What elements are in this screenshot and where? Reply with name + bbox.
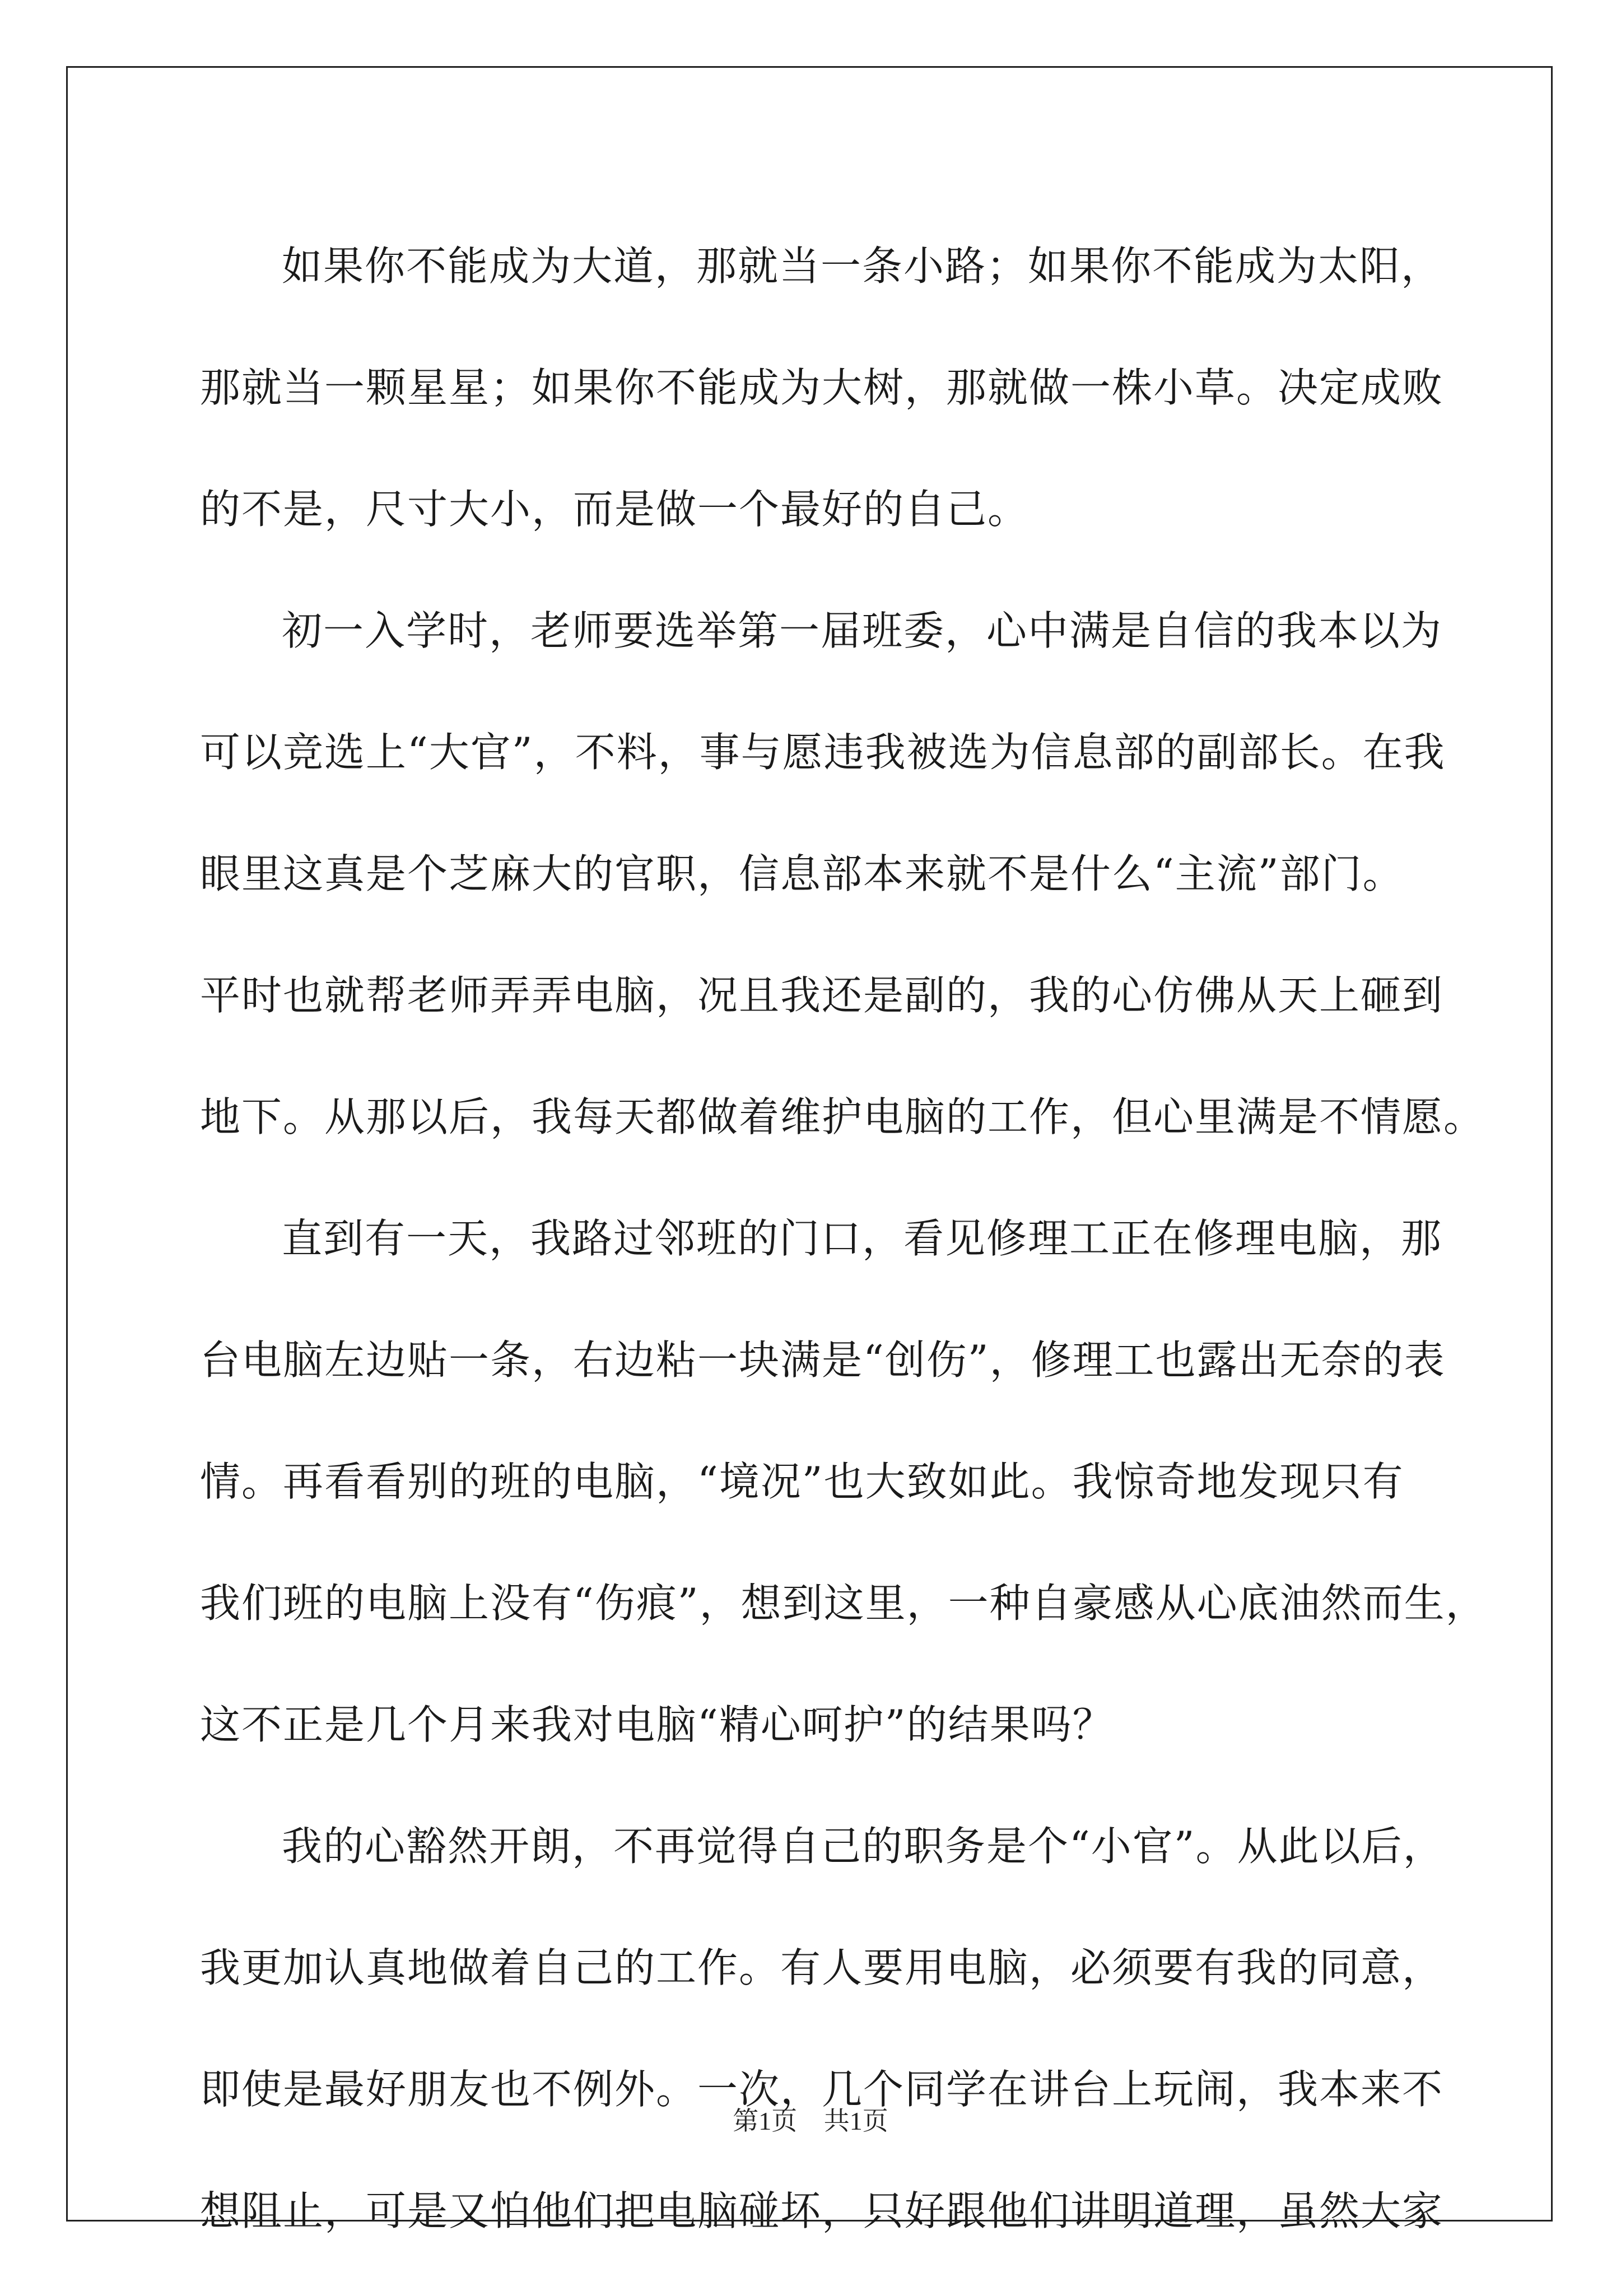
text-line: 如果你不能成为大道，那就当一条小路；如果你不能成为太阳， <box>282 243 1443 290</box>
page-footer <box>0 2101 1621 2137</box>
page-number-total: 共1页 <box>823 2107 888 2135</box>
text-line: 即使是最好朋友也不例外。一次，几个同学在讲台上玩闹，我本来不 <box>200 2066 1444 2113</box>
document-body <box>200 230 1487 2296</box>
text-line: 可以竞选上“大官”，不料，事与愿违我被选为信息部的副部长。在我 <box>200 729 1446 776</box>
text-line: 初一入学时，老师要选举第一届班委，心中满是自信的我本以为 <box>282 607 1443 654</box>
text-line: 我的心豁然开朗，不再觉得自己的职务是个“小官”。从此以后， <box>282 1823 1445 1870</box>
text-line: 我更加认真地做着自己的工作。有人要用电脑，必须要有我的同意， <box>200 1944 1444 1991</box>
text-line: 情。再看看别的班的电脑，“境况”也大致如此。我惊奇地发现只有 <box>200 1458 1404 1505</box>
text-line: 台电脑左边贴一条，右边粘一块满是“创伤”，修理工也露出无奈的表 <box>200 1336 1446 1384</box>
text-line: 平时也就帮老师弄弄电脑，况且我还是副的，我的心仿佛从天上砸到 <box>200 972 1444 1019</box>
page-number-current: 第1页 <box>733 2107 798 2135</box>
text-line: 这不正是几个月来我对电脑“精心呵护”的结果吗？ <box>200 1701 1114 1748</box>
text-line: 想阻止，可是又怕他们把电脑碰坏，只好跟他们讲明道理，虽然大家 <box>200 2187 1444 2234</box>
text-line: 那就当一颗星星；如果你不能成为大树，那就做一株小草。决定成败 <box>200 364 1444 411</box>
text-line: 直到有一天，我路过邻班的门口，看见修理工正在修理电脑，那 <box>282 1215 1443 1262</box>
text-line: 我们班的电脑上没有“伤痕”，想到这里，一种自豪感从心底油然而生， <box>200 1580 1487 1627</box>
text-line: 地下。从那以后，我每天都做着维护电脑的工作，但心里满是不情愿。 <box>200 1093 1485 1140</box>
text-line: 的不是，尺寸大小，而是做一个最好的自己。 <box>200 486 1030 533</box>
text-line: 眼里这真是个芝麻大的官职，信息部本来就不是什么“主流”部门。 <box>200 850 1404 897</box>
